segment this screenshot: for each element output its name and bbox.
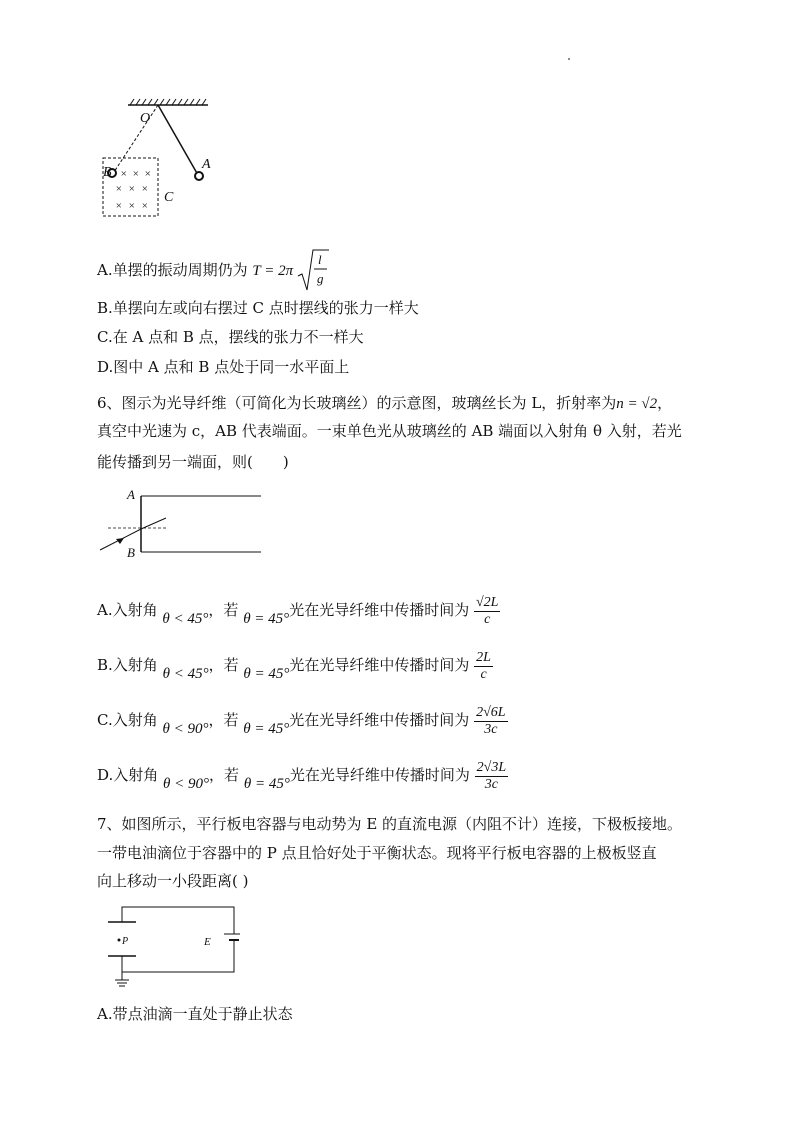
label-E: E bbox=[204, 936, 211, 948]
svg-text:×: × bbox=[115, 200, 123, 212]
svg-text:×: × bbox=[141, 183, 149, 195]
q5-option-d: D.图中 A 点和 B 点处于同一水平面上 bbox=[97, 358, 350, 376]
q7-stem-line2: 一带电油滴位于容器中的 P 点且恰好处于平衡状态。现将平行板电容器的上极板竖直 bbox=[97, 844, 657, 862]
q6-option-a: A.入射角 θ < 45°，若 θ = 45°光在光导纤维中传播时间为 $\frac{√2L}{c}$ bbox=[97, 594, 499, 627]
optical-fiber-figure bbox=[96, 484, 271, 564]
sqrt-numerator: l bbox=[317, 252, 322, 267]
fiber-label-B: B bbox=[127, 545, 135, 560]
q5-option-c: C.在 A 点和 B 点，摆线的张力不一样大 bbox=[97, 328, 364, 346]
q7-option-a: A.带点油滴一直处于静止状态 bbox=[97, 1005, 293, 1023]
period-formula: T = 2π bbox=[252, 263, 294, 279]
pendulum-figure bbox=[98, 95, 218, 225]
scan-dot bbox=[568, 58, 570, 60]
label-A: A bbox=[202, 157, 211, 172]
svg-text:×: × bbox=[128, 183, 136, 195]
q5-option-a: A.单摆的振动周期仍为 T = 2π l g bbox=[97, 248, 330, 294]
q7-stem-line1: 7、如图所示，平行板电容器与电动势为 E 的直流电源（内阻不计）连接，下极板接地。 bbox=[97, 815, 683, 833]
q7-stem-line3: 向上移动一小段距离( ) bbox=[97, 872, 249, 890]
q6-stem-line1: 6、图示为光导纤维（可简化为长玻璃丝）的示意图，玻璃丝长为 L，折射率为n = √2， bbox=[97, 394, 673, 412]
svg-text:×: × bbox=[132, 168, 140, 180]
label-P: P bbox=[122, 936, 129, 947]
q6-option-b: B.入射角 θ < 45°，若 θ = 45°光在光导纤维中传播时间为 $\frac{2L}{c}$ bbox=[97, 649, 491, 682]
time-fraction: $\frac{2√6L}{3c}$ bbox=[476, 704, 506, 737]
q6-stem-line2: 真空中光速为 c，AB 代表端面。一束单色光从玻璃丝的 AB 端面以入射角 θ 入射，若光 bbox=[97, 422, 682, 440]
time-fraction: $\frac{2L}{c}$ bbox=[476, 649, 491, 682]
label-C: C bbox=[164, 190, 174, 205]
svg-text:×: × bbox=[128, 200, 136, 212]
svg-text:×: × bbox=[115, 183, 123, 195]
q5-option-b: B.单摆向左或向右摆过 C 点时摆线的张力一样大 bbox=[97, 299, 419, 317]
sqrt-denominator: g bbox=[316, 271, 324, 286]
label-B: B bbox=[103, 165, 112, 180]
svg-text:×: × bbox=[144, 168, 152, 180]
label-O: O bbox=[140, 111, 151, 126]
svg-text:×: × bbox=[141, 200, 149, 212]
fiber-label-A: A bbox=[127, 487, 135, 502]
capacitor-circuit-figure bbox=[100, 900, 240, 995]
time-fraction: $\frac{√2L}{c}$ bbox=[475, 594, 499, 627]
sqrt-symbol bbox=[296, 248, 330, 294]
q6-stem-line3: 能传播到另一端面，则( ) bbox=[97, 453, 289, 471]
q6-option-d: D.入射角 θ < 90°，若 θ = 45°光在光导纤维中传播时间为 $\frac{2√3L}{3c}$ bbox=[97, 759, 507, 792]
q6-option-c: C.入射角 θ < 90°，若 θ = 45°光在光导纤维中传播时间为 $\frac{2√6L}{3c}$ bbox=[97, 704, 506, 737]
time-fraction: $\frac{2√3L}{3c}$ bbox=[476, 759, 507, 792]
svg-text:×: × bbox=[120, 168, 128, 180]
